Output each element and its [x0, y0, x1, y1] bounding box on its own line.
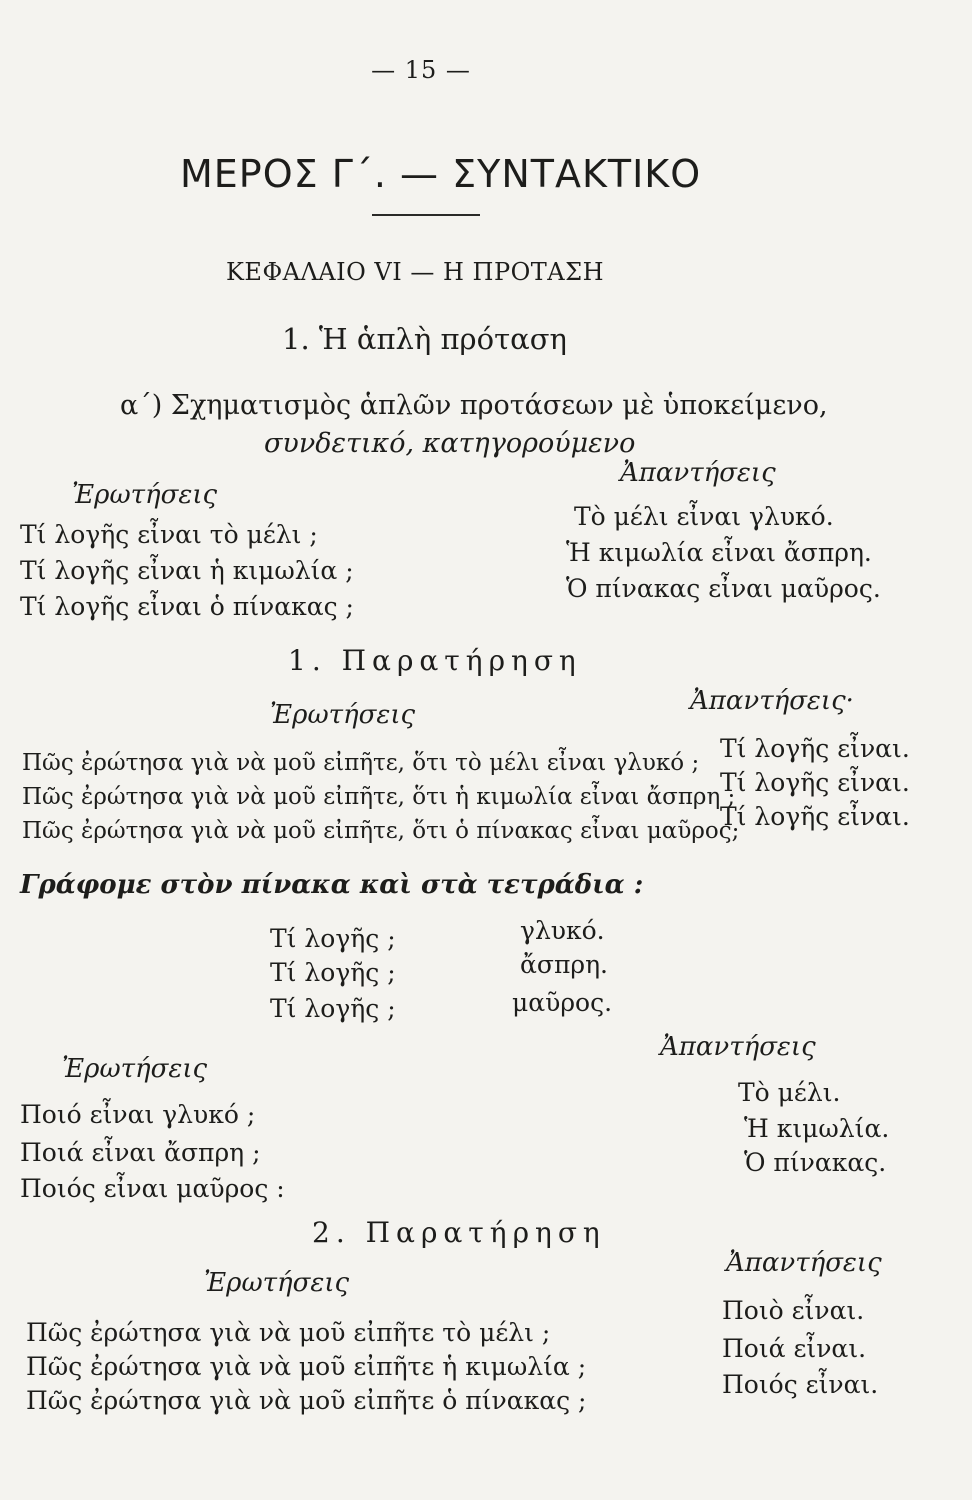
- board-left-item: Τί λογῆς ;: [270, 924, 396, 953]
- remark1-questions-heading: Ἐρωτήσεις: [270, 700, 416, 730]
- board-left-item: Τί λογῆς ;: [270, 958, 396, 987]
- subsection-title-line2: συνδετικό, κατηγορούμενο: [264, 428, 636, 459]
- block1-question: Τί λογῆς εἶναι ὁ πίνακας ;: [20, 592, 354, 621]
- board-right-item: γλυκό.: [520, 916, 605, 945]
- part-title: ΜΕΡΟΣ Γ΄. — ΣΥΝΤΑΚΤΙΚΟ: [180, 152, 702, 196]
- board-heading: Γράφομε στὸν πίνακα καὶ στὰ τετράδια :: [20, 870, 644, 900]
- board-left-item: Τί λογῆς ;: [270, 994, 396, 1023]
- remark1-answers-heading: Ἀπαντήσεις·: [690, 686, 854, 716]
- block1-question: Τί λογῆς εἶναι ἡ κιμωλία ;: [20, 556, 354, 585]
- chapter-title: ΚΕΦΑΛΑΙΟ VI — Η ΠΡΟΤΑΣΗ: [226, 258, 605, 286]
- block1-questions-heading: Ἐρωτήσεις: [72, 480, 218, 510]
- block2-question: Ποιός εἶναι μαῦρος :: [20, 1174, 285, 1203]
- block2-answer: Τὸ μέλι.: [738, 1078, 841, 1107]
- block2-answers-heading: Ἀπαντήσεις: [660, 1032, 816, 1062]
- subsection-title-line1: α΄) Σχηματισμὸς ἁπλῶν προτάσεων μὲ ὑποκείμενο,: [120, 390, 828, 421]
- remark1-question: Πῶς ἐρώτησα γιὰ νὰ μοῦ εἰπῆτε, ὅτι ἡ κιμωλία εἶναι ἄσπρη ;: [22, 784, 736, 810]
- remark1-answer: Τί λογῆς εἶναι.: [720, 768, 910, 797]
- block1-question: Τί λογῆς εἶναι τὸ μέλι ;: [20, 520, 318, 549]
- block2-question: Ποιά εἶναι ἄσπρη ;: [20, 1138, 261, 1167]
- remark2-question: Πῶς ἐρώτησα γιὰ νὰ μοῦ εἰπῆτε ὁ πίνακας ;: [26, 1386, 587, 1415]
- remark2-answer: Ποιά εἶναι.: [722, 1334, 867, 1363]
- remark1-answer: Τί λογῆς εἶναι.: [720, 734, 910, 763]
- remark2-question: Πῶς ἐρώτησα γιὰ νὰ μοῦ εἰπῆτε τὸ μέλι ;: [26, 1318, 551, 1347]
- block1-answer: Ὁ πίνακας εἶναι μαῦρος.: [566, 574, 881, 603]
- section-title: 1. Ἡ ἁπλὴ πρόταση: [282, 322, 567, 356]
- remark1-question: Πῶς ἐρώτησα γιὰ νὰ μοῦ εἰπῆτε, ὅτι τὸ μέλι εἶναι γλυκό ;: [22, 750, 700, 776]
- remark2-answer: Ποιὸ εἶναι.: [722, 1296, 865, 1325]
- title-divider: [372, 214, 480, 216]
- board-right-item: ἄσπρη.: [520, 950, 609, 979]
- remark2-answers-heading: Ἀπαντήσεις: [726, 1248, 882, 1278]
- block1-answer: Ἡ κιμωλία εἶναι ἄσπρη.: [566, 538, 872, 567]
- block2-answer: Ἡ κιμωλία.: [744, 1114, 890, 1143]
- block1-answers-heading: Ἀπαντήσεις: [620, 458, 776, 488]
- block2-question: Ποιό εἶναι γλυκό ;: [20, 1100, 256, 1129]
- board-right-item: μαῦρος.: [512, 988, 613, 1017]
- remark2-title: 2. Παρατήρηση: [312, 1216, 606, 1249]
- remark2-questions-heading: Ἐρωτήσεις: [204, 1268, 350, 1298]
- remark2-answer: Ποιός εἶναι.: [722, 1370, 879, 1399]
- block2-answer: Ὁ πίνακας.: [744, 1148, 887, 1177]
- block2-questions-heading: Ἐρωτήσεις: [62, 1054, 208, 1084]
- remark1-question: Πῶς ἐρώτησα γιὰ νὰ μοῦ εἰπῆτε, ὅτι ὁ πίνακας εἶναι μαῦρος;: [22, 818, 740, 844]
- page-number: — 15 —: [371, 56, 471, 84]
- remark2-question: Πῶς ἐρώτησα γιὰ νὰ μοῦ εἰπῆτε ἡ κιμωλία ;: [26, 1352, 587, 1381]
- remark1-answer: Τί λογῆς εἶναι.: [720, 802, 910, 831]
- remark1-title: 1. Παρατήρηση: [288, 644, 582, 677]
- block1-answer: Τὸ μέλι εἶναι γλυκό.: [574, 502, 834, 531]
